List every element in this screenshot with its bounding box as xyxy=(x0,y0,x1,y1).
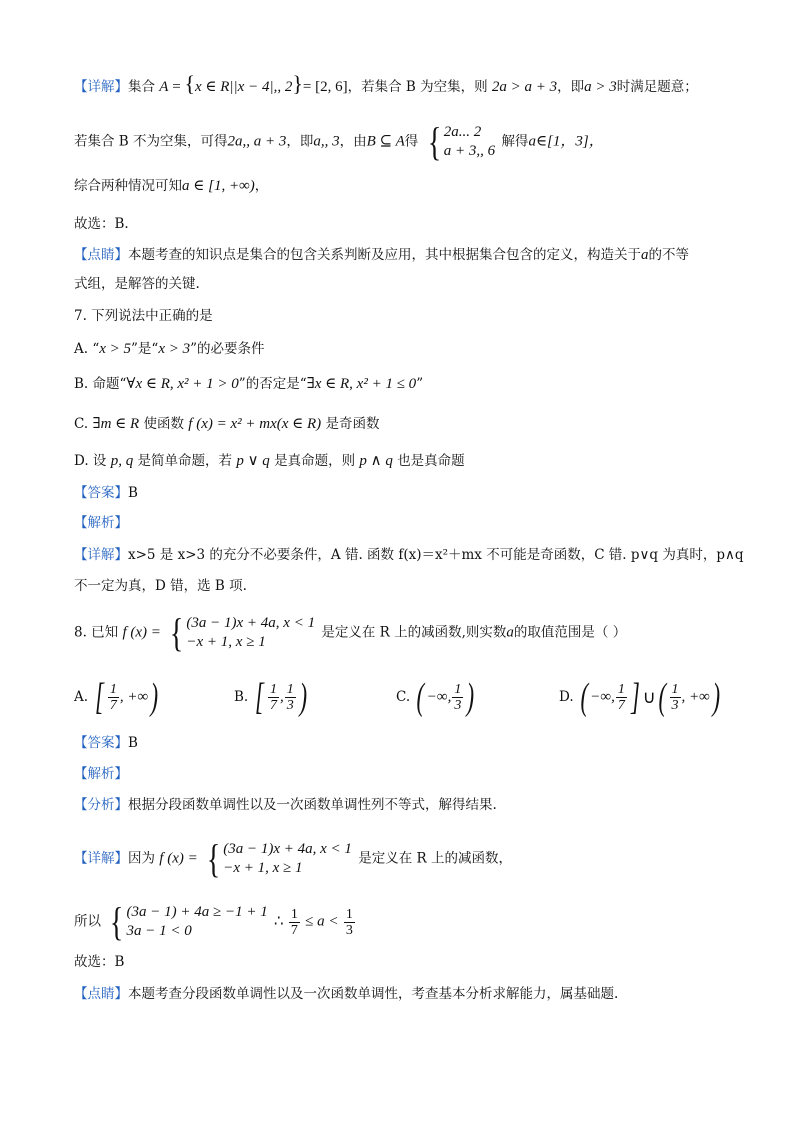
q7-answer: 【答案】B xyxy=(74,485,138,501)
q7-analysis-tag: 【解析】 xyxy=(74,515,128,531)
q8-so-line: 所以 { (3a − 1) + 4a ≥ −1 + 1 3a − 1 < 0 ∴ $\frac{1}{7}$ ≤ a < $\frac{1}{3}$ xyxy=(74,899,353,944)
q8-choose: 故选：B xyxy=(74,954,125,970)
comment-tag: 【点睛】 xyxy=(74,247,128,263)
p6-choose: 故选：B. xyxy=(74,216,129,232)
p6-detail-line-1: 【详解】集合 A = {x ∈ R||x − 4|,, 2}= [2, 6]，若集合 B 为空集，则 2a > a + 3，即a > 3时满足题意； xyxy=(74,71,698,96)
q8-option-d: D. ( −∞, $\frac{1}{7}$ ] ∪ ( $\frac{1}{3}$ , +∞ ) xyxy=(559,676,720,718)
q8-detail: 【详解】因为 f (x) = { (3a − 1)x + 4a, x < 1 −x + 1, x ≥ 1 是定义在 R 上的减函数， xyxy=(74,836,512,881)
q7-option-a: A. “x > 5”是“x > 3”的必要条件 xyxy=(74,341,265,357)
inequality-system-q8: { (3a − 1) + 4a ≥ −1 + 1 3a − 1 < 0 xyxy=(110,899,268,944)
p6-detail-line-2: 若集合 B 不为空集，可得2a,, a + 3，即a,, 3，由B ⊆ A得 { 2a... 2 a + 3,, 6 解得a∈[1，3]， xyxy=(74,119,604,164)
q8-analysis-tag: 【解析】 xyxy=(74,766,128,782)
piecewise-function: { (3a − 1)x + 4a, x < 1 −x + 1, x ≥ 1 xyxy=(170,610,316,655)
q8-option-a: A. [ $\frac{1}{7}$ , +∞ ) xyxy=(74,676,159,718)
q7-option-d: D. 设 p, q 是简单命题，若 p ∨ q 是真命题，则 p ∧ q 也是真命题 xyxy=(74,453,465,469)
q8-option-b: B. [ $\frac{1}{7}$ , $\frac{1}{3}$ ) xyxy=(234,676,307,718)
q8-analyze: 【分析】根据分段函数单调性以及一次函数单调性列不等式，解得结果. xyxy=(74,797,497,813)
piecewise-function-detail: { (3a − 1)x + 4a, x < 1 −x + 1, x ≥ 1 xyxy=(206,836,352,881)
q8-comment: 【点睛】本题考查分段函数单调性以及一次函数单调性，考查基本分析求解能力，属基础题. xyxy=(74,986,619,1002)
q8-option-c: C. ( −∞, $\frac{1}{3}$ ) xyxy=(396,676,475,718)
q8-stem: 8. 已知 f (x) = { (3a − 1)x + 4a, x < 1 −x + 1, x ≥ 1 是定义在 R 上的减函数,则实数a的取值范围是（ ） xyxy=(74,610,627,655)
q7-detail-line-2: 不一定为真，D 错，选 B 项. xyxy=(74,578,247,594)
q7-detail-line-1: 【详解】x>5 是 x>3 的充分不必要条件，A 错. 函数 f(x)＝x²＋mx 不可能是奇函数，C 错. p∨q 为真时，p∧q xyxy=(74,547,744,563)
p6-comment-line-2: 式组，是解答的关键. xyxy=(74,276,200,292)
detail-tag: 【详解】 xyxy=(74,79,128,95)
q8-answer: 【答案】B xyxy=(74,735,138,751)
q7-stem: 7. 下列说法中正确的是 xyxy=(74,308,213,324)
q7-option-c: C. ∃m ∈ R 使函数 f (x) = x² + mx(x ∈ R) 是奇函数 xyxy=(74,416,380,432)
p6-detail-line-3: 综合两种情况可知a ∈ [1, +∞)， xyxy=(74,178,269,194)
p6-comment-line-1: 【点睛】本题考查的知识点是集合的包含关系判断及应用，其中根据集合包含的定义，构造关于a的不等 xyxy=(74,247,689,263)
inequality-system: { 2a... 2 a + 3,, 6 xyxy=(427,119,496,164)
q7-option-b: B. 命题“∀x ∈ R, x² + 1 > 0”的否定是“∃x ∈ R, x² + 1 ≤ 0” xyxy=(74,376,424,392)
